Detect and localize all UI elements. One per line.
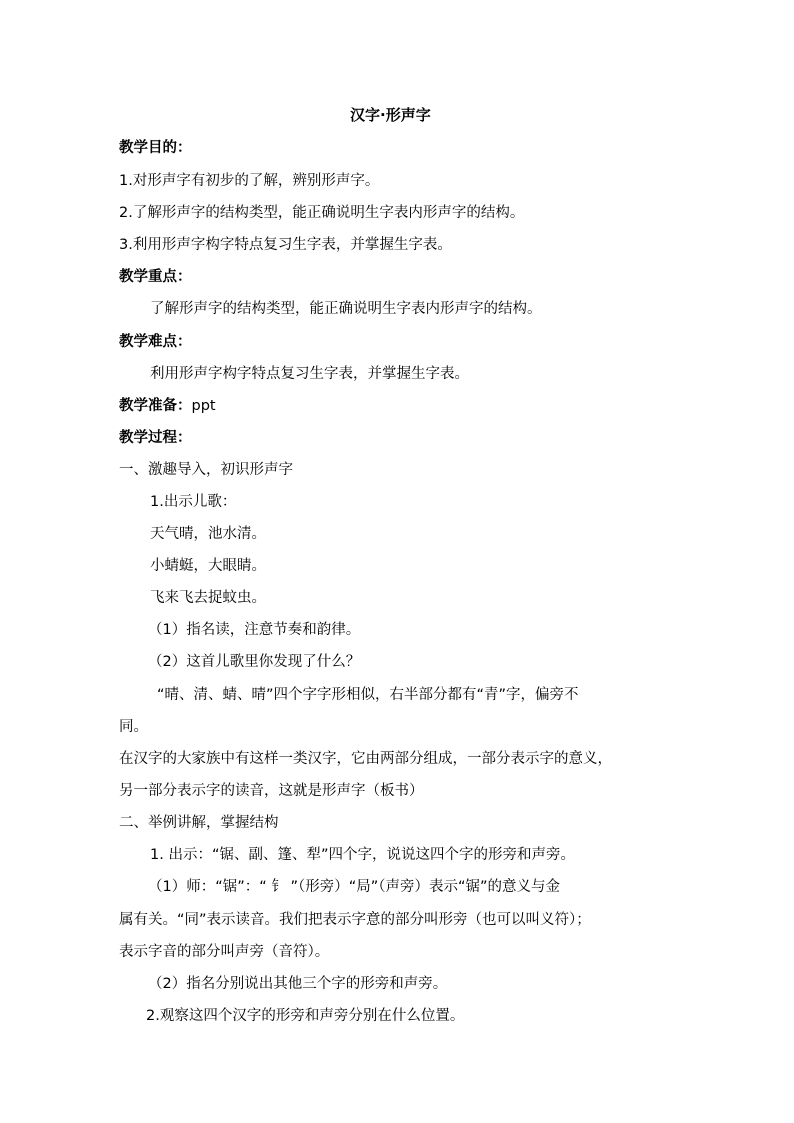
objective-item-1: 1.对形声字有初步的了解，辨别形声字。 <box>119 173 380 189</box>
section2-title: 二、举例讲解，掌握结构 <box>119 815 279 831</box>
section1-title: 一、激趣导入，初识形声字 <box>119 462 293 478</box>
section2-p1-line-1: （1）师：“锯”：“ 钅 ”（形旁）“局”（声旁）表示“锯”的意义与金 <box>148 879 561 895</box>
poem-line-3: 飞来飞去捉蚊虫。 <box>150 590 266 606</box>
difficulties-heading: 教学难点： <box>119 334 192 350</box>
section1-question-2: （2）这首儿歌里你发现了什么？ <box>148 654 361 670</box>
section2-p1-line-2: 属有关。“同”表示读音。我们把表示字意的部分叫形旁（也可以叫义符）； <box>119 912 591 928</box>
objective-item-2: 2.了解形声字的结构类型，能正确说明生字表内形声字的结构。 <box>119 205 525 221</box>
section1-step1: 1.出示儿歌： <box>150 494 237 510</box>
key-points-text: 了解形声字的结构类型，能正确说明生字表内形声字的结构。 <box>150 301 542 317</box>
process-heading: 教学过程： <box>119 430 192 446</box>
section1-answer-line-2: 同。 <box>119 719 148 735</box>
difficulties-text: 利用形声字构字特点复习生字表，并掌握生字表。 <box>150 366 469 382</box>
section1-answer-line-1: “晴、清、蜻、晴”四个字字形相似，右半部分都有“青”字，偏旁不 <box>157 687 579 703</box>
section2-step1: 1. 出示：“锯、副、篷、犁”四个字，说说这四个字的形旁和声旁。 <box>150 847 575 863</box>
objective-item-3: 3.利用形声字构字特点复习生字表，并掌握生字表。 <box>119 237 452 253</box>
preparation-heading: 教学准备： <box>119 398 192 414</box>
document-title: 汉字·形声字 <box>350 106 431 124</box>
section1-explain-line-1: 在汉字的大家族中有这样一类汉字，它由两部分组成，一部分表示字的意义， <box>119 751 612 767</box>
section1-question-1: （1）指名读，注意节奏和韵律。 <box>148 622 361 638</box>
section1-explain-line-2: 另一部分表示字的读音，这就是形声字（板书） <box>119 783 424 799</box>
preparation-line <box>119 397 216 415</box>
poem-line-2: 小蜻蜓，大眼睛。 <box>150 558 266 574</box>
section2-p1-line-3: 表示字音的部分叫声旁（音符）。 <box>119 944 330 960</box>
poem-line-1: 天气晴，池水清。 <box>150 526 266 542</box>
section2-step2: 2.观察这四个汉字的形旁和声旁分别在什么位置。 <box>146 1008 465 1024</box>
objectives-heading: 教学目的： <box>119 140 192 156</box>
preparation-value: ppt <box>191 398 216 414</box>
section2-p2: （2）指名分别说出其他三个字的形旁和声旁。 <box>148 976 448 992</box>
key-points-heading: 教学重点： <box>119 269 192 285</box>
